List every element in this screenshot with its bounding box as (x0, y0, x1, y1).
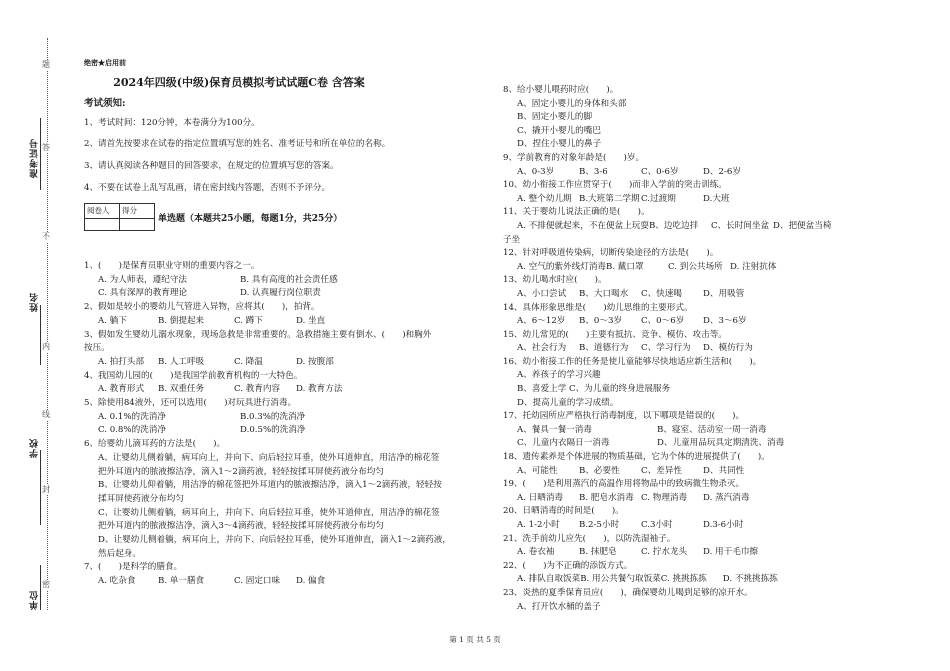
notice-item: 3、请认真阅读各种题目的回答要求，在规定的位置填写您的答案。 (84, 160, 339, 171)
option-text: D. 按腹部 (296, 356, 334, 367)
option-text: B. 单一膳食 (158, 576, 205, 587)
seal-char: 密 (42, 580, 50, 589)
option-row (84, 287, 484, 301)
option-text: C. 降温 (234, 356, 263, 367)
option-text: C、长时间坐盆 (710, 220, 770, 231)
question-stem: 21、洗手前幼儿应先( )，以防洗湿袖子。 (503, 533, 676, 544)
option-text: A. 整个幼儿期 (517, 193, 572, 204)
option-text: A、让婴幼儿侧着躺，病耳向上，并向下、向后轻拉耳垂，使外耳道伸直，用洁净的棉花签 (98, 452, 440, 463)
seal-dotted-line (47, 38, 48, 610)
option-row (503, 437, 903, 451)
option-text: D、让婴幼儿侧着躺，病耳向上，并向下、向后轻拉耳垂，使外耳道伸直，滴入1～2滴药液， (98, 535, 451, 546)
option-text: A. 卷衣袖 (517, 547, 555, 558)
option-text: D、把便盆当椅 (772, 220, 832, 231)
option-row (503, 465, 903, 479)
option-text: C、儿童内衣隔日一消毒 (517, 438, 610, 449)
option-text: A、打开饮水桶的盖子 (517, 601, 601, 612)
score-box (84, 203, 155, 231)
right-questions (503, 84, 903, 614)
option-text: A、社会行为 (517, 343, 567, 354)
option-text: B、寝室、活动室一周一消毒 (657, 424, 767, 435)
question-stem: 12、针对呼吸道传染病，切断传染途径的方法是( )。 (503, 248, 719, 259)
seal-char: 线 (42, 410, 50, 419)
option-text: A、餐具一餐一消毒 (517, 424, 592, 435)
question-stem: 17、托幼园所应严格执行消毒制度，以下哪项是错误的( )。 (503, 411, 745, 422)
option-text: 把外耳道内的脓液擦洁净，滴入3～4滴药液，轻轻按揉耳屏使药液分布均匀 (98, 521, 384, 532)
name-blank (40, 305, 41, 365)
school-label: 学校 (30, 438, 40, 458)
option-text: D. 蒸汽消毒 (703, 492, 750, 503)
option-text: D. 认真履行岗位职责 (240, 288, 321, 299)
option-text: A. 日晒消毒 (517, 492, 564, 503)
option-text: A. 不排便就起来，不在便盆上玩耍 (517, 220, 649, 231)
option-text: B. 抹肥皂 (579, 547, 617, 558)
option-row (503, 220, 903, 234)
option-row (503, 315, 903, 329)
page-footer: 第 1 页 共 5 页 (449, 635, 501, 644)
option-row (84, 411, 484, 425)
question-stem: 9、学前教育的对象年龄是( )岁。 (503, 152, 645, 163)
option-text: A、小口尝试 (517, 288, 567, 299)
option-text: D、2-6岁 (703, 166, 741, 177)
option-text: C. 挑挑拣拣 (660, 574, 707, 585)
option-text: A. 0.1%的洗消净 (98, 411, 166, 422)
question-stem: 3、假如发生婴幼儿溺水现象，现场急救是非常重要的。急救措施主要有倒水、( )和胸外 (84, 329, 432, 340)
option-text: B. 用公共餐勺取饭菜 (580, 574, 661, 585)
option-text: C、差异性 (641, 465, 682, 476)
option-row (503, 492, 903, 506)
option-text: A. 为人师表，遵纪守法 (98, 274, 188, 285)
option-text: B、0～3岁 (579, 316, 623, 327)
secret-mark: 绝密★启用前 (84, 58, 126, 67)
question-stem: 18、遗传素养是个体进展的物质基础，它为个体的进展提供了( )。 (503, 452, 770, 463)
exam-number-label: 准考证号 (30, 138, 40, 178)
question-stem: 14、具体形象思维是( )幼儿思维的主要形式。 (503, 302, 693, 313)
option-text: A. 1-2小时 (517, 520, 560, 530)
option-text: B、固定小婴儿的脚 (517, 112, 593, 123)
option-text: A. 吃杂食 (98, 576, 136, 587)
option-text: D.3-6小时 (703, 520, 744, 530)
question-stem: 5、除使用84液外，还可以选用( )对玩具进行消毒。 (84, 398, 297, 409)
option-text: A、0-3岁 (517, 166, 555, 177)
option-text: C、快速喝 (641, 288, 682, 299)
exam-title: 2024年四级(中级)保育员模拟考试试题C卷 含答案 (113, 75, 365, 89)
option-text: C、撬开小婴儿的嘴巴 (517, 125, 601, 136)
option-text: C.过渡期 (641, 193, 676, 204)
option-text: D. 用干毛巾擦 (703, 547, 759, 558)
question-stem: 23、炎热的夏季保育员应( )，确保婴幼儿喝到足够的凉开水。 (503, 587, 753, 598)
option-text: D、儿童用品玩具定期清洗、消毒 (657, 438, 785, 449)
option-text: D. 坐直 (296, 315, 326, 326)
option-text: B. 双重任务 (158, 384, 205, 395)
option-text: A、可能性 (517, 465, 558, 476)
option-text: D、捏住小婴儿的鼻子 (517, 139, 602, 150)
option-text: C. 教育内容 (234, 384, 281, 395)
option-text: B、道德行为 (579, 343, 629, 354)
option-text: 然后起身。 (98, 548, 141, 559)
option-text: C、0～6岁 (641, 316, 685, 327)
option-text: C. 物理消毒 (641, 492, 688, 503)
question-stem: 16、幼小衔接工作的任务是使儿童能够尽快地适应新生活和( )。 (503, 356, 762, 367)
question-stem: 19、( )是利用蒸汽的高温作用将物品中的致病微生物杀灭。 (503, 479, 745, 490)
question-stem: 11、关于婴幼儿说法正确的是( )。 (503, 207, 650, 218)
option-text: D、提高儿童的学习成绩。 (517, 397, 619, 408)
option-text: A. 躺下 (98, 315, 127, 326)
option-text: 把外耳道内的脓液擦洁净，滴入1～2滴药液，轻轻按揉耳屏使药液分布均匀 (98, 466, 384, 477)
option-row (503, 342, 903, 356)
question-stem: 10、幼小衔接工作应贯穿于( )而非入学前的突击训练。 (503, 180, 727, 191)
question-stem: 20、日晒消毒的时间是( )。 (503, 506, 624, 517)
option-text: B. 倒提起来 (158, 315, 205, 326)
option-text: D.大班 (703, 193, 730, 204)
option-text: B、必要性 (579, 465, 620, 476)
left-questions (84, 260, 484, 589)
school-blank (40, 450, 41, 525)
option-text: B.大班第二学期 (579, 193, 640, 204)
notice-item: 1、考试时间：120分钟，本卷满分为100分。 (84, 117, 260, 128)
notice-list (84, 117, 480, 195)
notice-item: 4、不要在试卷上乱写乱画，请在密封线内答题，否则不予评分。 (84, 182, 331, 193)
option-row (84, 383, 484, 397)
option-row (503, 288, 903, 302)
option-row (84, 424, 484, 438)
option-text: B. 具有高度的社会责任感 (240, 274, 338, 285)
binding-margin (0, 0, 62, 671)
question-stem: 6、给婴幼儿滴耳药的方法是( )。 (84, 439, 226, 450)
option-text: C. 0.8%的洗消净 (98, 425, 166, 436)
question-stem: 4、我国幼儿园的( )是我国学前教育机构的一大特色。 (84, 370, 303, 381)
option-text: C.3小时 (641, 520, 673, 530)
option-text: C. 到公共场所 (668, 261, 723, 272)
option-text: B.0.3%的洗消净 (240, 411, 306, 422)
question-stem: 22、( )为不正确的添饭方式。 (503, 560, 633, 571)
option-text: D.0.5%的洗消净 (240, 425, 306, 436)
option-row (503, 573, 903, 587)
option-text: C、让婴幼儿侧着躺，病耳向上，并向下、向后轻拉耳垂，使外耳道伸直，用洁净的棉花签 (98, 507, 440, 518)
option-text: C. 具有深厚的教育理论 (98, 288, 188, 299)
option-text: A、固定小婴儿的身体和头部 (517, 98, 627, 109)
question-stem: 13、幼儿喝水时应( )。 (503, 275, 607, 286)
option-text: D、用吸管 (703, 288, 745, 299)
question-stem: 15、幼儿常见的( )主要有抵抗、竞争、模仿、攻击等。 (503, 329, 727, 340)
option-text: D、模仿行为 (703, 343, 753, 354)
option-text: A、6～12岁 (517, 316, 566, 327)
option-text: B、让婴幼儿仰着躺，用洁净的棉花签把外耳道内的脓液擦洁净，滴入1～2滴药液，轻轻按 (98, 480, 442, 491)
notice-item: 2、请首先按要求在试卷的指定位置填写您的姓名、准考证号和所在单位的名称。 (84, 139, 391, 150)
option-text: B、3-6 (579, 166, 608, 177)
option-text: C. 固定口味 (234, 576, 281, 587)
question-stem: 1、( )是保育员职业守则的重要内容之一。 (84, 261, 260, 271)
option-row (503, 166, 903, 180)
seal-char: 题 (42, 60, 50, 69)
left-column-header (84, 56, 480, 231)
option-row (503, 546, 903, 560)
seal-char: 封 (42, 485, 50, 494)
option-text: A. 教育形式 (98, 384, 145, 395)
score-blank[interactable] (120, 218, 155, 230)
option-row (503, 193, 903, 207)
option-text: C. 拧水龙头 (641, 547, 688, 558)
option-text: B、大口喝水 (579, 288, 629, 299)
option-row (503, 261, 903, 275)
score-cell: 得分 (120, 204, 155, 219)
question-stem-cont: 按压。 (84, 343, 110, 354)
seal-char: 内 (42, 342, 50, 351)
seal-char: 答 (42, 143, 50, 152)
option-text: A、养孩子的学习兴趣 (517, 370, 601, 381)
option-row (84, 356, 484, 370)
reviewer-cell: 阅卷人 (85, 204, 120, 219)
option-text: A. 空气的紫外线灯消毒 (517, 261, 607, 272)
option-row (503, 424, 903, 438)
option-text: C. 蹲下 (234, 315, 263, 326)
option-text: D、3～6岁 (703, 316, 747, 327)
option-row (84, 315, 484, 329)
option-text: D. 注射抗体 (730, 261, 777, 272)
notice-heading: 考试须知: (84, 98, 126, 110)
section-title: 单选题（本题共25小题，每题1分，共25分） (158, 214, 343, 224)
question-tail: 子坐 (503, 234, 521, 245)
option-row (84, 575, 484, 589)
option-text: B. 肥皂水消毒 (579, 492, 634, 503)
question-stem: 7、( )是科学的膳食。 (84, 562, 183, 573)
question-stem: 2、假如是较小的婴幼儿气管进入异物，应将其( )，拍背。 (84, 302, 320, 313)
option-text: D. 偏食 (296, 576, 326, 587)
unit-label: 单位 (30, 590, 40, 610)
option-text: A. 拍打头部 (98, 356, 145, 367)
option-text: C、0-6岁 (641, 166, 679, 177)
option-text: B. 戴口罩 (606, 261, 644, 272)
option-text: B、喜爱上学 C、为儿童的终身进展服务 (517, 384, 671, 395)
seal-char: 不 (42, 232, 50, 241)
option-row (84, 274, 484, 288)
option-text: A. 排队自取饭菜 (517, 574, 581, 585)
option-text: B. 人工呼吸 (158, 356, 205, 367)
name-label: 姓名 (30, 292, 40, 312)
option-text: D. 教育方法 (296, 384, 343, 395)
option-text: D、共同性 (703, 465, 745, 476)
option-row (503, 519, 903, 533)
option-text: C、学习行为 (641, 343, 691, 354)
option-text: B.2-5小时 (579, 520, 620, 530)
option-text: 揉耳屏使药液分布均匀 (98, 493, 184, 504)
option-text: D. 不挑挑拣拣 (722, 574, 778, 585)
reviewer-blank[interactable] (85, 218, 120, 230)
option-text: B、边吃边拌 (648, 220, 699, 231)
question-stem: 8、给小婴儿喂药时应( )。 (503, 85, 619, 95)
